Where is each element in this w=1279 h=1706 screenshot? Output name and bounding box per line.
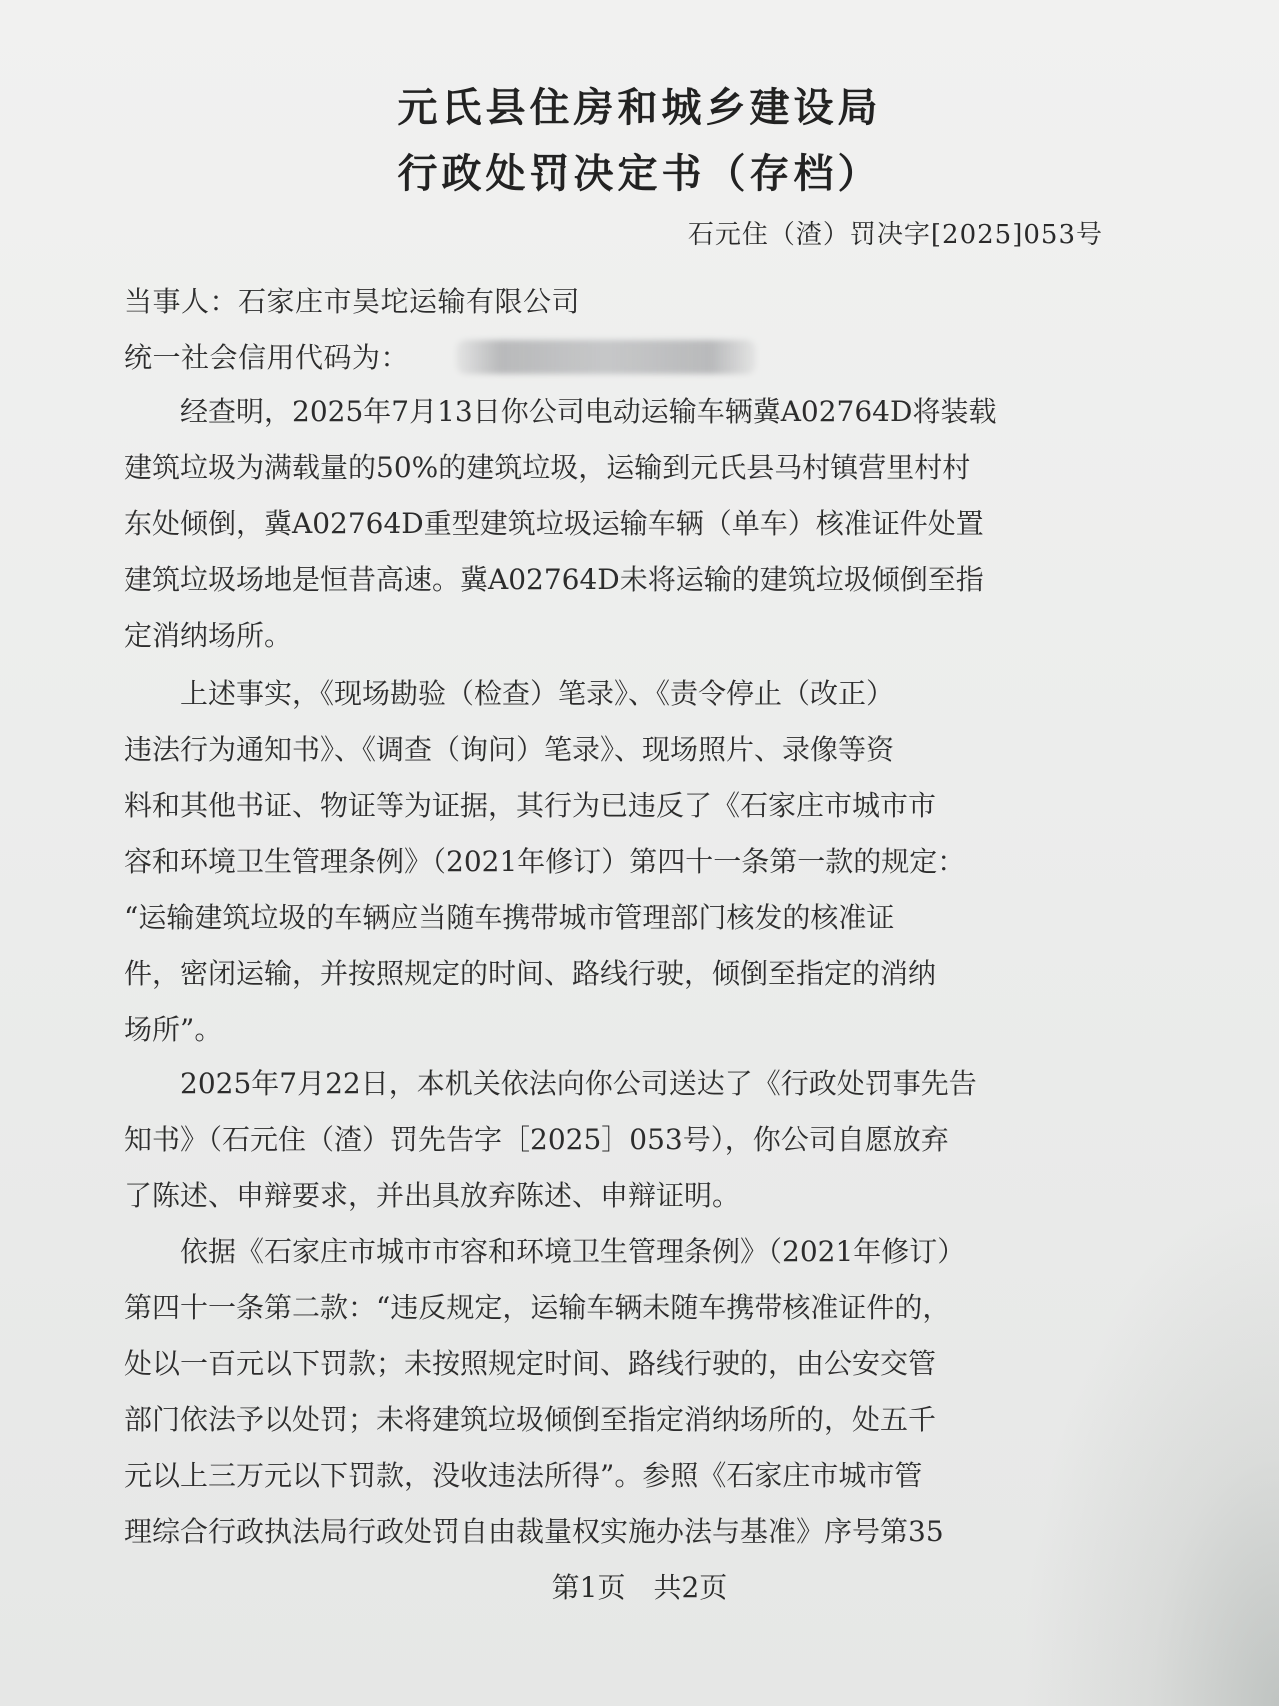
credit-code-label: 统一社会信用代码为： <box>124 341 410 374</box>
text-row: 经查明，2025年7月13日你公司电动运输车辆冀A02764D将装载 <box>124 395 997 428</box>
text-row: 违法行为通知书》、《调查（询问）笔录》、现场照片、录像等资 <box>124 733 895 766</box>
text-row: 定消纳场所。 <box>124 619 293 652</box>
party-line: 当事人：石家庄市昊坨运输有限公司 <box>124 285 581 318</box>
text-row: 处以一百元以下罚款；未按照规定时间、路线行驶的，由公安交管 <box>124 1347 937 1380</box>
paragraph-notice <box>124 1056 1124 1224</box>
document-title: 行政处罚决定书（存档） <box>397 150 882 197</box>
text-row: 料和其他书证、物证等为证据，其行为已违反了《石家庄市城市市 <box>124 789 937 822</box>
agency-title: 元氏县住房和城乡建设局 <box>397 84 882 131</box>
redacted-credit-code <box>456 340 756 374</box>
paragraph-basis <box>124 1224 1124 1560</box>
text-row: 场所”。 <box>124 1013 223 1046</box>
text-row: 依据《石家庄市城市市容和环境卫生管理条例》（2021年修订） <box>124 1235 966 1268</box>
text-row: 2025年7月22日，本机关依法向你公司送达了《行政处罚事先告 <box>124 1067 977 1100</box>
text-row: 件，密闭运输，并按照规定的时间、路线行驶，倾倒至指定的消纳 <box>124 957 937 990</box>
text-row: 第四十一条第二款：“违反规定，运输车辆未随车携带核准证件的， <box>124 1291 951 1324</box>
text-row: 上述事实，《现场勘验（检查）笔录》、《责令停止（改正） <box>124 677 895 710</box>
page-number: 第1页 共2页 <box>551 1571 728 1604</box>
text-row: 建筑垃圾为满载量的50%的建筑垃圾，运输到元氏县马村镇营里村村 <box>124 451 971 484</box>
document-number: 石元住（渣）罚决字[2025]053号 <box>687 220 1103 250</box>
paragraph-findings <box>124 384 1124 664</box>
text-row: 元以上三万元以下罚款，没收违法所得”。参照《石家庄市城市管 <box>124 1459 923 1492</box>
paragraph-evidence <box>124 666 1124 1058</box>
text-row: 容和环境卫生管理条例》（2021年修订）第四十一条第一款的规定： <box>124 845 966 878</box>
text-row: 部门依法予以处罚；未将建筑垃圾倾倒至指定消纳场所的，处五千 <box>124 1403 937 1436</box>
text-row: 建筑垃圾场地是恒昔高速。冀A02764D未将运输的建筑垃圾倾倒至指 <box>124 563 984 596</box>
text-row: 知书》（石元住（渣）罚先告字［2025］053号），你公司自愿放弃 <box>124 1123 949 1156</box>
text-row: 理综合行政执法局行政处罚自由裁量权实施办法与基准》序号第35 <box>124 1515 944 1548</box>
text-row: 了陈述、申辩要求，并出具放弃陈述、申辩证明。 <box>124 1179 741 1212</box>
text-row: 东处倾倒，冀A02764D重型建筑垃圾运输车辆（单车）核准证件处置 <box>124 507 984 540</box>
text-row: “运输建筑垃圾的车辆应当随车携带城市管理部门核发的核准证 <box>124 901 895 934</box>
